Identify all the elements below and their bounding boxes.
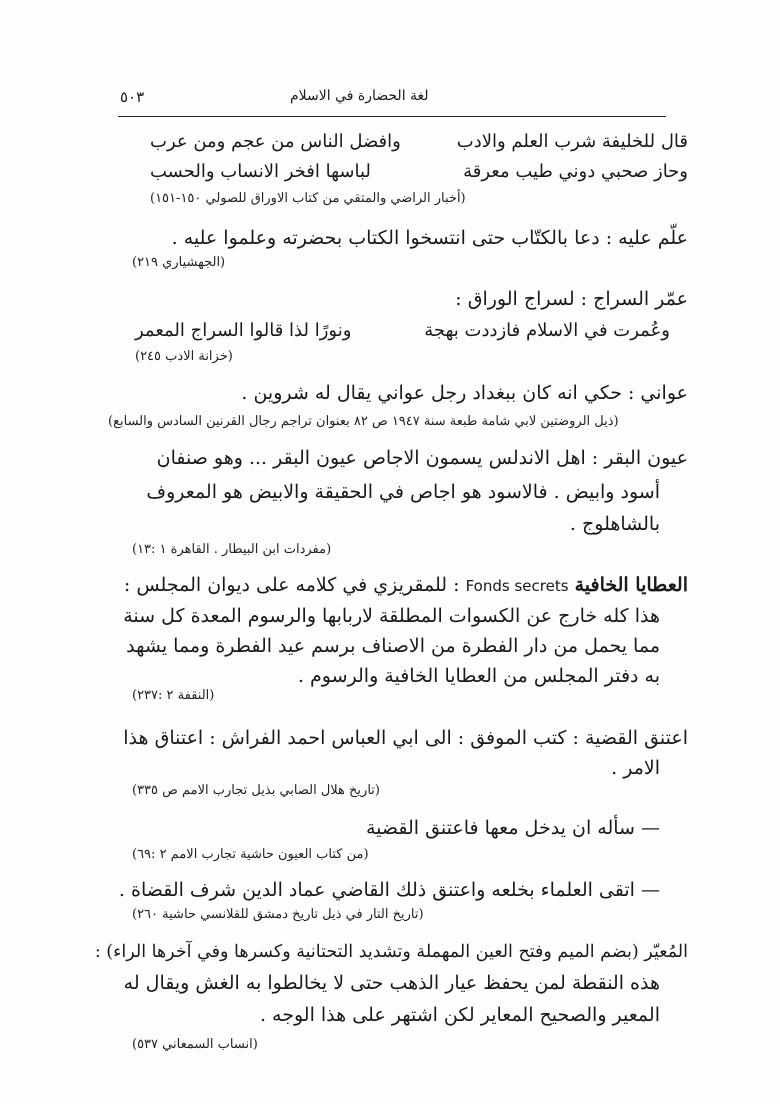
entry-text: عواني : حكي انه كان ببغداد رجل عواني يقال له شروين . [241, 382, 688, 404]
entry-line-4: به دفتر المجلس من العطايا الخافية والرسوم . [297, 665, 660, 687]
verse-1-hemistich-b: وافضل الناس من عجم ومن عرب [150, 131, 401, 152]
entry-heading-line: عمّر السراج : لسراج الوراق : [455, 288, 688, 310]
verse-1-hemistich-a: قال للخليفة شرب العلم والادب [456, 131, 688, 152]
entry-line-1: المُعيّر (بضم الميم وفتح العين المهملة وتشديد التحتانية وكسرها وفي آخرها الراء) : [94, 942, 688, 962]
entry-text: — اتقى العلماء بخلعه واعتنق ذلك القاضي عماد الدين شرف القضاة . [118, 879, 660, 901]
entry-line-1 [124, 573, 688, 598]
verse-hemistich-b: ونورًا لذا قالوا السراج المعمر [135, 320, 352, 341]
citation: (ذيل الروضتين لابي شامة طبعة سنة ١٩٤٧ ص ٨٢ بعنوان تراجم رجال القرنين السادس والسابع) [108, 414, 619, 429]
citation: (خزانة الادب ٢٤٥) [135, 349, 233, 364]
citation: (من كتاب العيون حاشية تجارب الامم ٢ :٦٩) [132, 847, 369, 862]
citation: (مفردات ابن البيطار . القاهرة ١ :١٣) [132, 542, 332, 557]
entry-line-2: أسود وابيض . فالاسود هو اجاص في الحقيقة والابيض هو المعروف [146, 481, 660, 503]
entry-line-2: الامر . [611, 757, 660, 779]
entry-line-1: عيون البقر : اهل الاندلس يسمون الاجاص عيون البقر ... وهو صنفان [156, 447, 688, 469]
latin-term: Fonds secrets [465, 577, 569, 595]
entry-line-2: هذا كله خارج عن الكسوات المطلقة لاربابها والرسوم المعدة كل سنة [123, 605, 660, 627]
verse-hemistich-a: وعُمرت في الاسلام فازددت بهجة [424, 320, 670, 341]
entry-line-3: مما يحمل من دار الفطرة من الاصناف برسم عيد الفطرة ومما يشهد [126, 635, 660, 657]
running-header-title: لغة الحضارة في الاسلام [290, 88, 429, 104]
page-number: ٥٠٣ [120, 88, 145, 106]
entry-line-2: هذه النقطة لمن يحفظ عيار الذهب حتى لا يخالطوا به الغش ويقال له [123, 972, 660, 994]
entry-line-1: اعتنق القضية : كتب الموفق : الى ابي العباس احمد الفراش : اعتناق هذا [123, 727, 688, 749]
citation: (تاريخ التار في ذيل تاريخ دمشق للقلانسي حاشية ٢٦٠) [132, 907, 424, 922]
entry-text: — سأله ان يدخل معها فاعتنق القضية [365, 817, 660, 839]
entry-line-3: بالشاهلوج . [569, 513, 660, 535]
citation: (أخبار الراضي والمتقي من كتاب الاوراق للصولي ١٥٠-١٥١) [150, 191, 466, 206]
citation: (الجهشياري ٢١٩) [132, 255, 226, 270]
citation: (تاريخ هلال الصابي بذيل تجارب الامم ص ٣٣٥) [132, 783, 380, 798]
entry-line-3: المعير والصحيح المعاير لكن اشتهر على هذا الوجه . [259, 1004, 660, 1026]
header-rule [118, 116, 666, 117]
entry-line-1-rest: : للمقريزي في كلامه على ديوان المجلس : [123, 574, 460, 596]
entry-text: علّم عليه : دعا بالكتّاب حتى انتسخوا الكتاب بحضرته وعلموا عليه . [171, 227, 688, 249]
citation: (انساب السمعاني ٥٣٧) [132, 1037, 258, 1052]
citation: (النقفة ٢ :٢٣٧) [132, 688, 215, 703]
verse-2-hemistich-a: وحاز صحبي دوني طيب معرقة [463, 161, 688, 182]
verse-2-hemistich-b: لباسها افخر الانساب والحسب [150, 161, 371, 182]
term: العطايا الخافية [574, 574, 688, 596]
